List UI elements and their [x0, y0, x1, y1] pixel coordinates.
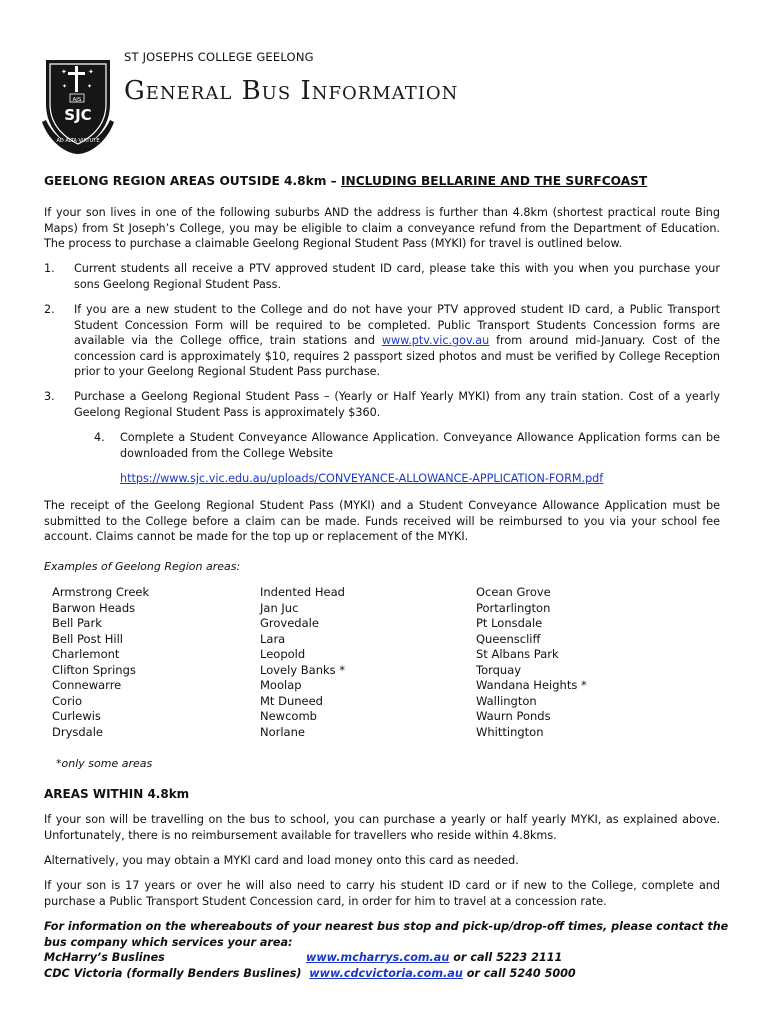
- step-1-text: Current students all receive a PTV approved student ID card, please take this with you when you purchase your sons Geelong Regional Student Pass.: [74, 262, 720, 291]
- section2-heading: AREAS WITHIN 4.8km: [44, 787, 190, 801]
- section1-heading-prefix: GEELONG REGION AREAS OUTSIDE 4.8km –: [44, 174, 341, 188]
- svg-text:✦: ✦: [62, 83, 68, 90]
- area-item: Mt Duneed: [260, 693, 323, 708]
- area-item: Bell Post Hill: [52, 631, 123, 646]
- contact-cdc: [44, 966, 734, 982]
- area-item: Whittington: [476, 724, 544, 739]
- step-3-number: 3.: [44, 390, 55, 403]
- step-2-number: 2.: [44, 303, 55, 316]
- areas-column-3: [476, 585, 587, 740]
- crest-initials: SJC: [64, 106, 92, 124]
- section2-paragraph-2: Alternatively, you may obtain a MYKI card and load money onto this card as needed.: [44, 854, 519, 867]
- area-item: Indented Head: [260, 585, 345, 599]
- section1-heading-underlined: INCLUDING BELLARINE AND THE SURFCOAST: [340, 174, 648, 188]
- area-item: Grovedale: [260, 616, 319, 630]
- area-item: St Albans Park: [476, 647, 559, 661]
- page-title: General Bus Information: [124, 76, 459, 106]
- area-item: Torquay: [476, 662, 522, 677]
- area-item: Curlewis: [52, 709, 101, 723]
- area-item: Waurn Ponds: [476, 709, 551, 723]
- step-1-number: 1.: [44, 262, 55, 275]
- area-item: Lara: [260, 631, 286, 646]
- area-item: Charlemont: [52, 647, 120, 661]
- area-item: Lovely Banks *: [260, 662, 346, 677]
- conveyance-form-link[interactable]: https://www.sjc.vic.edu.au/uploads/CONVEYANCE-ALLOWANCE-APPLICATION-FORM.pdf: [120, 472, 604, 485]
- step-2-text: [74, 302, 720, 380]
- step-2-text-before: If you are a new student to the College and do not have your PTV approved student ID card, a Public Transport Student Concession Form will be required to be completed. Public Transport Students Concession forms are available via the College office, train stations and: [74, 303, 720, 347]
- intro-paragraph: If your son lives in one of the following suburbs AND the address is further than 4.8km (shortest practical route Bing Maps) from St Joseph’s College, you may be eligible to claim a conveyance refund from the Department of Education. The process to purchase a claimable Geelong Regional Student Pass (MYKI) for travel is outlined below.: [44, 206, 720, 250]
- step-3: [44, 389, 720, 421]
- ptv-link[interactable]: www.ptv.vic.gov.au: [381, 334, 490, 347]
- step-4-text: Complete a Student Conveyance Allowance Application. Conveyance Allowance Application forms can be downloaded from the College Website: [120, 431, 720, 460]
- mcharrys-link[interactable]: www.mcharrys.com.au: [306, 951, 450, 964]
- area-item: Pt Lonsdale: [476, 616, 543, 630]
- svg-text:✦: ✦: [87, 83, 93, 90]
- area-item: Clifton Springs: [52, 662, 136, 677]
- mcharrys-phone: or call 5223 2111: [449, 951, 563, 964]
- cdc-link[interactable]: www.cdcvictoria.com.au: [309, 967, 463, 980]
- cdc-phone: or call 5240 5000: [462, 967, 576, 980]
- area-item: Armstrong Creek: [52, 585, 150, 599]
- areas-column-2: [260, 585, 345, 740]
- area-item: Newcomb: [260, 709, 317, 723]
- school-name: ST JOSEPHS COLLEGE GEELONG: [124, 50, 314, 64]
- areas-note: *only some areas: [56, 757, 153, 770]
- crest-monogram: AJS: [72, 97, 82, 103]
- contact-mcharrys: [44, 950, 734, 966]
- section1-heading: [44, 174, 647, 188]
- section2-paragraph-1: If your son will be travelling on the bus to school, you can purchase a yearly or half yearly MYKI, as explained above. Unfortunately, there is no reimbursement available for travellers who reside within 4.8kms.: [44, 813, 720, 842]
- examples-title: Examples of Geelong Region areas:: [44, 560, 241, 573]
- crest-motto: AD ALTA VIRTUTE: [56, 138, 100, 144]
- area-item: Barwon Heads: [52, 600, 136, 615]
- area-item: Wallington: [476, 693, 537, 708]
- area-item: Wandana Heights *: [476, 678, 587, 692]
- sjc-crest-logo: [40, 56, 116, 156]
- area-item: Jan Juc: [260, 600, 299, 615]
- step-2: [44, 302, 720, 382]
- area-item: Corio: [52, 693, 83, 708]
- area-item: Portarlington: [476, 600, 551, 615]
- step-3-text: Purchase a Geelong Regional Student Pass – (Yearly or Half Yearly MYKI) from any train station. Cost of a yearly Geelong Regional Student Pass is approximately $360.: [74, 390, 720, 419]
- receipt-paragraph: The receipt of the Geelong Regional Student Pass (MYKI) and a Student Conveyance Allowance Application must be submitted to the College before a claim can be made. Funds received will be reimbursed to you via your school fee account. Claims cannot be made for the top up or replacement of the MYKI.: [44, 499, 720, 543]
- svg-text:✦: ✦: [61, 68, 67, 76]
- areas-column-1: [52, 585, 149, 740]
- area-item: Ocean Grove: [476, 585, 551, 599]
- contact-intro: For information on the whereabouts of your nearest bus stop and pick-up/drop-off times, please contact the bus company which services your area:: [44, 920, 729, 949]
- step-2-text-after: from around mid-January. Cost of the concession card is approximately $10, requires 2 passport sized photos and must be verified by College Reception prior to your Geelong Regional Student Pass purchase.: [74, 334, 720, 378]
- svg-text:✦: ✦: [88, 68, 94, 76]
- cdc-name: CDC Victoria (formally Benders Buslines): [44, 967, 302, 980]
- area-item: Leopold: [260, 647, 306, 661]
- area-item: Queenscliff: [476, 631, 541, 646]
- step-4-number: 4.: [94, 431, 105, 444]
- mcharrys-name: McHarry’s Buslines: [44, 951, 165, 964]
- section2-paragraph-3: If your son is 17 years or over he will also need to carry his student ID card or if new to the College, complete and purchase a Public Transport Student Concession card, in order for him to travel at a concession rate.: [44, 879, 720, 908]
- step-1: [44, 261, 720, 293]
- area-item: Bell Park: [52, 616, 102, 630]
- area-item: Norlane: [260, 724, 305, 739]
- area-item: Drysdale: [52, 724, 103, 739]
- area-item: Moolap: [260, 678, 302, 692]
- area-item: Connewarre: [52, 678, 122, 692]
